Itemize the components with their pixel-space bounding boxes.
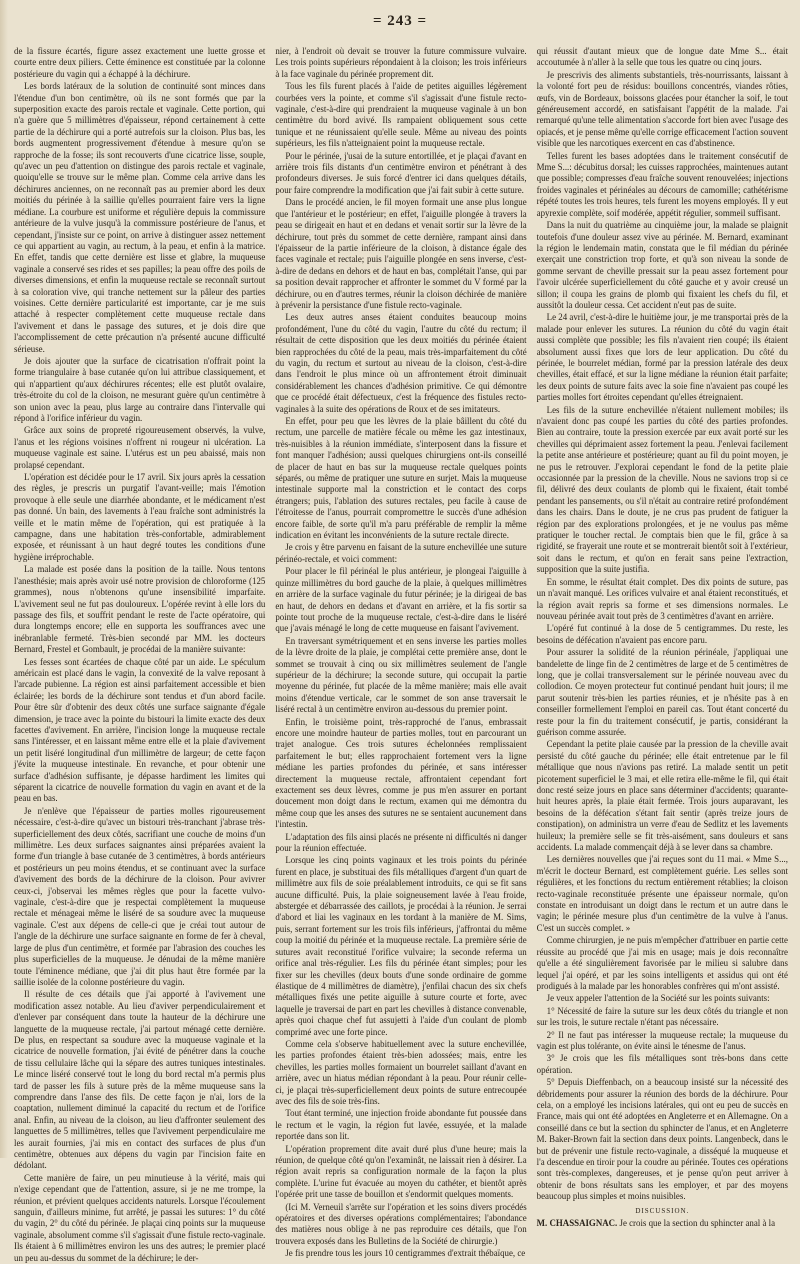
paragraph: Pour placer le fil périnéal le plus antérieur, je plongeai l'aiguille à quinze millimètres du bord gauche de la plaie, à quelques millimètres en arrière de la surface vaginale du futur périnée; je la dirigeai de bas en haut, de dehors en dedans et d'avant en arrière, et la fis sortir sa pointe tout proche de la muqueuse rectale, c'est-à-dire dans le liséré que j'avais ménagé le long de cette muqueuse en faisant l'avivement. xyxy=(275,566,527,634)
paragraph: L'opéré fut continué à la dose de 5 centigrammes. Du reste, les besoins de défécation n'avaient pas encore paru. xyxy=(536,623,788,645)
running-head xyxy=(0,12,800,34)
paragraph: 1° Nécessité de faire la suture sur les deux côtés du triangle et non sur les trois, le suture rectale n'étant pas nécessaire. xyxy=(536,1005,788,1028)
paragraph: Les dernières nouvelles que j'ai reçues sont du 11 mai. « Mme S..., m'écrit le docteur Bernard, est complètement guérie. Les selles sont régulières, et les fonctions du rectum entièrement rétablies; la cloison recto-vaginale reconstituée présente une épaisseur normale, qu'on constate en introduisant un doigt dans le rectum et un autre dans le vagin; le périnée mesure plus d'un centimètre de la vulve à l'anus. C'est un succès complet. » xyxy=(536,854,788,933)
paragraph: Comme chirurgien, je ne puis m'empêcher d'attribuer en partie cette réussite au procédé que j'ai mis en usage; mais je dois reconnaître qu'elle a été singulièrement favorisée par le milieu si salubre dans lequel j'ai opéré, et par les soins intelligents et assidus qui ont été prodigués à la malade par les honorables confrères qui m'ont assisté. xyxy=(536,935,788,991)
paragraph: Les fesses sont écartées de chaque côté par un aide. Le spéculum américain est placé dans le vagin, la convexité de la valve reposant à l'arcade pubienne. La région est ainsi parfaitement accessible et bien éclairée; les bords de la déchirure sont tendus et d'un abord facile. Pour être sûr d'obtenir des deux côtés une surface saignante d'égale dimension, je trace avec la pointe du bistouri la limite exacte des deux facettes d'avivement. En arrière, l'incision longe la muqueuse rectale sans l'intéresser, et en laissant même entre elle et la plaie d'avivement un petit liséré longitudinal d'un millimètre de largeur; de cette façon j'évite la muqueuse intestinale. En revanche, et pour obtenir une surface d'adhésion suffisante, je dépasse hardiment les limites qui séparent la cicatrice de nouvelle formation du vagin en avant et de la peau en bas. xyxy=(14,656,266,804)
paragraph: L'adaptation des fils ainsi placés ne présente ni difficultés ni danger pour la réunion effectuée. xyxy=(275,831,527,854)
page-binding-edge xyxy=(0,0,8,1158)
paragraph: Cette manière de faire, un peu minutieuse à la vérité, mais qui n'exige cependant que de l'attention, assure, si je ne me trompe, la réunion, et prévient quelques accidents naturels. Lorsque l'écoulement sanguin, d'ailleurs minime, fut arrêté, je passai les sutures: 1° du côté du vagin, 2° du côté du périnée. Je plaçai cinq points sur la muqueuse vaginale, absolument comme s'il s'agissait d'une fistule recto-vaginale. Ils étaient à 6 millimètres environ les uns des autres; le premier placé un peu au-dessus du sommet de la déchirure; le der- xyxy=(14,1172,266,1263)
paragraph: 5° Depuis Dieffenbach, on a beaucoup insisté sur la nécessité des débridements pour assurer la réunion des bords de la déchirure. Pour cela, on a employé les incisions latérales, qui ont eu peu de succès en France, mais qui ont été adoptées en Angleterre et en Allemagne. On a conseillé dans ce but la section du sphincter de l'anus, et en Angleterre M. Baker-Brown fait la section dans deux points. Langenbeck, dans le but de prévenir une fistule recto-vaginale, a disséqué la muqueuse et l'a descendue en tiroir pour la coudre au périnée. Toutes ces opérations sont très-complexes, dangereuses, et je pense qu'on peut arriver à obtenir de bons résultats sans les employer, et par des moyens beaucoup plus simples et moins nuisibles. xyxy=(536,1077,788,1202)
paragraph: Telles furent les bases adoptées dans le traitement consécutif de Mme S...: décubitus dorsal; les cuisses rapprochées, maintenues autant que possible; compresses d'eau fraîche souvent renouvelées; injections froides vaginales et périnéales au décours de camomille; cathétérisme répété toutes les trois heures, tels furent les moyens employés. Il y eut apyrexie complète, soif modérée, appétit régulier, sommeil suffisant. xyxy=(536,150,788,218)
paragraph: La malade est posée dans la position de la taille. Nous tentons l'anesthésie; mais après avoir usé notre provision de chloroforme (125 grammes), nous n'obtenons qu'une insensibilité imparfaite. L'avivement seul ne fut pas douloureux. L'opérée revint à elle lors du passage des fils, et souffrit pendant le reste de l'acte opératoire, qui dura longtemps encore; elle en supporta les souffrances avec une inébranlable fermeté. Très-bien secondé par MM. les docteurs Bernard, Frestel et Gombault, je procédai de la manière suivante: xyxy=(14,564,266,655)
column-left xyxy=(14,46,266,1263)
paragraph: Je fis prendre tous les jours 10 centigrammes d'extrait thébaïque, ce xyxy=(285,1248,526,1259)
paragraph: Grâce aux soins de propreté rigoureusement observés, la vulve, l'anus et les régions voisines n'offrent ni rougeur ni ulcération. La muqueuse vaginale est saine. L'utérus est un peu abaissé, mais non prolapsé cependant. xyxy=(14,425,266,470)
page-number: = 243 = xyxy=(372,13,428,29)
paragraph: Pour assurer la solidité de la réunion périnéale, j'appliquai une bandelette de linge fin de 2 centimètres de large et de 5 centimètres de long, que je collai transversalement sur le périnée nouveau avec du collodion. Ce moyen protecteur fut continué pendant huit jours; il me parut soutenir très-bien les parties réunies, et je n'hésite pas à en conseiller formellement l'emploi en pareil cas. Tout étant concerté du reste pour la fin du traitement consécutif, je partis, considérant la guérison comme assurée. xyxy=(536,647,788,737)
paragraph: Dans la nuit du quatrième au cinquième jour, la malade se plaignit toutefois d'une douleur assez vive au périnée. M. Bernard, examinant la région le lendemain matin, constata que le fil médian du périnée exerçait une constriction trop forte, et qu'à son niveau la sonde de gomme servant de cheville pressait sur la peau assez fortement pour l'avoir ulcérée superficiellement du côté gauche et y avoir creusé un sillon; il coupa les grains de plomb qui fixaient les chefs du fil, et aussitôt la douleur cessa. Cet accident n'eut pas de suite. xyxy=(536,220,788,310)
paragraph: Cependant la petite plaie causée par la pression de la cheville avait persisté du côté gauche du périnée; elle était entretenue par le fil métallique que nous n'avions pas retiré. La malade sentit un petit picotement superficiel le 3 mai, et elle retira elle-même le fil, qui était donc resté seize jours en place sans déterminer d'accidents; quarante-huit heures après, la plaie était fermée. Trois jours auparavant, les besoins de la défécation s'étant fait sentir (après treize jours de constipation), on administra un verre d'eau de Sedlitz et les lavements huileux; la première selle se fit très-aisément, sans douleurs et sans accidents. La malade commençait déjà à se lever dans sa chambre. xyxy=(536,739,788,853)
paragraph: Dans le procédé ancien, le fil moyen formait une anse plus longue que l'antérieur et le postérieur; en effet, l'aiguille plongée à travers la peau se dirigeait en haut et en dedans et venait sortir sur la lèvre de la déchirure, tout près du sommet de cette dernière, rampant ainsi dans l'épaisseur de la partie inférieure de la cloison, à distance égale des faces vaginale et rectale; puis l'aiguille plongée en sens inverse, c'est-à-dire de dedans en dehors et de haut en bas, complétait l'anse, qui par sa position devait rapprocher et affronter le sommet du V formé par la déchirure, ou en d'autres termes, réunir la cloison déchirée de manière à prévenir la persistance d'une fistule recto-vaginale. xyxy=(275,197,527,310)
paragraph: Je prescrivis des aliments substantiels, très-nourrissants, laissant à la volonté fort peu de résidus: bouillons concentrés, viandes rôties, œufs, vin de Bordeaux, boissons glacées pour étancher la soif, le tout généreusement accordé, en satisfaisant l'appétit de la malade. J'ai remarqué qu'une telle alimentation s'accorde fort bien avec l'usage des opiacés, et je pense même qu'elle corrige efficacement l'action souvent visible que les narcotiques exercent en cas d'abstinence. xyxy=(536,69,788,149)
closing-text: Je crois que la section du sphincter anal à la xyxy=(617,1218,776,1229)
paragraph: Tout étant terminé, une injection froide abondante fut poussée dans le rectum et le vagin, la région fut lavée, essuyée, et la malade reportée dans son lit. xyxy=(275,1108,527,1142)
paragraph: En effet, pour peu que les lèvres de la plaie bâillent du côté du rectum, une parcelle de matière fécale ou même les gaz intestinaux, très-nuisibles à la réunion immédiate, s'interposent dans la fissure et font manquer l'adhésion; aussi quelques chirurgiens ont-ils conseillé de placer de haut en bas sur la muqueuse rectale quelques points séparés, ou même de pratiquer une suture en surjet. Mais la muqueuse intestinale supporte mal la constriction et le contact des corps étrangers; puis, l'ablation des sutures rectales, peu facile à cause de l'étroitesse de l'anus, pourrait compromettre le succès d'une adhésion encore faible, de sorte qu'il m'a paru préférable de remplir la même indication en évitant les inconvénients de la suture rectale directe. xyxy=(275,416,527,541)
column-middle xyxy=(275,46,527,1259)
paragraph: Les deux autres anses étaient conduites beaucoup moins profondément, l'une du côté du vagin, l'autre du côté du rectum; il résultait de cette disposition que les deux moitiés du périnée étaient bien rapprochées du côté de la peau, mais très-imparfaitement du côté du vagin, du rectum et surtout au niveau de la cloison, c'est-à-dire dans l'endroit le plus mince où un affrontement étroit diminuait considérablement les chances d'adhésion primitive. Ce qui démontre que ce procédé était défectueux, c'est la fréquence des fistules recto-vaginales à la suite des opérations de Roux et de ses imitateurs. xyxy=(275,312,527,414)
paragraph: Le 24 avril, c'est-à-dire le huitième jour, je me transportai près de la malade pour enlever les sutures. La réunion du côté du vagin était aussi complète que possible; les fils n'avaient rien coupé; ils étaient absolument aussi fixes que lors de leur application. Du côté du périnée, le bourrelet médian, formé par la pression latérale des deux chevilles, était effacé, et sur la ligne médiane la réunion était parfaite; les deux points de suture faits avec la soie fine n'avaient pas coupé les parties molles fort étroites cependant qu'elles étreignaient. xyxy=(536,312,788,403)
closing-paragraph xyxy=(537,1218,788,1229)
column-right-paragraphs xyxy=(537,46,788,1203)
paragraph: 2° Il ne faut pas intéresser la muqueuse rectale; la muqueuse du vagin est plus tolérante, on évite ainsi le ténesme de l'anus. xyxy=(536,1029,788,1051)
paragraph: Je n'enlève que l'épaisseur de parties molles rigoureusement nécessaire, c'est-à-dire qu'avec un bistouri très-tranchant j'abrase très-superficiellement des deux côtés, sacrifiant une couche de moins d'un millimètre. Les deux surfaces saignantes ainsi préparées avaient la forme d'un triangle à base cutanée de 3 centimètres, à bords antérieurs et postérieurs un peu moins étendus, et se continuant avec la surface d'avivement des bords de la déchirure de la cloison. Pour avivrer ceux-ci, j'observai les mêmes règles que pour la facette vulvo-vaginale, c'est-à-dire que je respectai complètement la muqueuse rectale et ménageai même le liséré de sa soudure avec la muqueuse vaginale. C'est aux dépens de celle-ci que je créai tout autour de l'angle de la déchirure une surface saignante en forme de fer à cheval, large de plus d'un centimètre, et formée par l'abrasion des couches les plus superficielles de la muqueuse. Je dénudai de la même manière toute l'éminence médiane, que j'ai dit plus haut être formée par la saillie isolée de la colonne postérieure du vagin. xyxy=(14,805,266,987)
paragraph: Enfin, le troisième point, très-rapproché de l'anus, embrassait encore une moindre hauteur de parties molles, tout en parcourant un trajet analogue. Ces trois sutures échelonnées remplissaient parfaitement le but; elles rapprochaient fortement vers la ligne médiane les parties profondes du périnée, et sans intéresser directement la muqueuse rectale, affrontaient cependant fort exactement ses deux lèvres, comme je pus m'en assurer en portant doucement mon doigt dans le rectum, examen qui me démontra du même coup que les anses des sutures ne se sentaient aucunement dans l'intestin. xyxy=(275,716,527,830)
paragraph: nier, à l'endroit où devait se trouver la future commissure vulvaire. Les trois points supérieurs répondaient à la cloison; les trois inférieurs à la face vaginale du périnée proprement dit. xyxy=(275,46,527,79)
discussion-heading: DISCUSSION. xyxy=(635,1206,690,1215)
column-right xyxy=(536,46,788,1229)
paragraph: Les bords latéraux de la solution de continuité sont minces dans l'étendue d'un bon centimètre, où ils ne sont formés que par la superposition exacte des parois rectale et vaginale. Cette portion, qui n'a guère que 5 millimètres d'épaisseur, répond certainement à cette partie de la déchirure qui a porté autrefois sur la cloison. Plus bas, les bords augmentent progressivement d'étendue à mesure qu'on se rapproche de la fosse; ils sont recouverts d'une cicatrice lisse, souple, qu'avec un peu d'attention on distingue des parois rectale et vaginale, quoiqu'elle se trouve sur le même plan. Comme cela arrive dans les déchirures anciennes, on ne reconnaît pas au premier abord les deux moitiés du périnée à la saillie qu'elles pourraient faire vers la ligne médiane. La courbure est uniforme et régulière depuis la commissure antérieure de la vulve jusqu'à la commissure postérieure de l'anus, et cependant, j'insiste sur ce point, on arrive à distinguer assez nettement ce qui appartient au vagin, au rectum, à la peau, et enfin à la matrice. En effet, tandis que cette dernière est lisse et glabre, la muqueuse vaginale a conservé ses rides et ses papilles; la peau offre des poils de diverses dimensions, et enfin la muqueuse rectale se reconnaît surtout à sa coloration vive, qui tranche nettement sur la pâleur des parties voisines. Cette dernière particularité est importante, car je me suis attaché à respecter complètement cette muqueuse rectale dans l'avivement et dans le passage des sutures, et je dois dire que l'accomplissement de cette précaution n'a présenté aucune difficulté sérieuse. xyxy=(14,81,266,354)
text-columns xyxy=(14,46,788,1263)
paragraph: Je veux appeler l'attention de la Société sur les points suivants: xyxy=(546,993,770,1004)
paragraph: (Ici M. Verneuil s'arrête sur l'opération et les soins divers procédés opératoires et des diverses opérations complémentaires; l'abondance des matières nous oblige à ne pas reproduire ces détails, que l'on trouvera exposés dans les Bulletins de la Société de chirurgie.) xyxy=(275,1201,527,1246)
paragraph: Lorsque les cinq points vaginaux et les trois points du périnée furent en place, je substituai des fils métalliques d'argent d'un quart de millimètre aux fils de soie préalablement introduits, ce qui se fit sans aucune difficulté. Puis, la plaie soigneusement lavée à l'eau froide, abstergée et débarrassée des caillots, je procédai à la réunion. Je serrai d'abord et liai les vaginaux en les tordant à la manière de M. Sims, puis, serrant fortement sur les trois fils inférieurs, j'affrontai du même coup la moitié du périnée et la muqueuse rectale. La première série de sutures avait reconstitué l'orifice vulvaire; la seconde referma un orifice anal très-régulier. Les fils du périnée étant simples; pour les fixer sur les chevilles (deux bouts d'une sonde ordinaire de gomme élastique de 4 millimètres de diamètre), j'enfilai chacun des six chefs métalliques fixés une petite aiguille à suture courte et forte, avec laquelle je traversai de part en part les chevilles à distance convenable, après quoi chaque chef fut assujetti à l'aide d'un coulant de plomb comprimé avec une forte pince. xyxy=(275,855,527,1037)
paragraph: En somme, le résultat était complet. Des dix points de suture, pas un n'avait manqué. Les orifices vulvaire et anal étaient reconstitués, et la région avait repris sa forme et ses dimensions normales. Le nouveau périnée avait tout près de 3 centimètres d'avant en arrière. xyxy=(536,576,788,621)
paragraph: En traversant symétriquement et en sens inverse les parties molles de la lèvre droite de la plaie, je complétai cette première anse, dont le sommet se trouvait à cinq ou six millimètres seulement de l'angle supérieur de la déchirure; la seconde suture, qui occupait la partie moyenne du périnée, fut placée de la même manière; mais elle avait moins d'étendue verticale, car le sommet de son anse traversait le liséré rectal à un centimètre environ au-dessous du premier point. xyxy=(275,635,527,715)
paragraph: Je crois y être parvenu en faisant de la suture enchevillée une suture périnéo-rectale, et voici comment: xyxy=(275,542,527,564)
paragraph: L'opération proprement dite avait duré plus d'une heure; mais la réunion, de quelque côté qu'on l'examinât, ne laissait rien à désirer. La région avait repris sa configuration normale de la façon la plus complète. L'urine fut évacuée au moyen du cathéter, et bientôt après l'opérée prit une tasse de bouillon et s'endormit quelques moments. xyxy=(275,1143,527,1200)
paragraph: Comme cela s'observe habituellement avec la suture enchevillée, les parties profondes étaient très-bien adossées; mais, entre les chevilles, les parties molles formaient un bourrelet saillant d'avant en arrière, avec un hiatus médian répondant à la peau. Pour réunir celle-ci, je plaçai très-superficiellement deux points de suture entrecoupée avec des fils de soie très-fins. xyxy=(275,1038,527,1106)
speaker-name: M. CHASSAIGNAC. xyxy=(536,1218,618,1229)
paragraph: 3° Je crois que les fils métalliques sont très-bons dans cette opération. xyxy=(536,1053,788,1075)
paragraph: qui réussit d'autant mieux que de longue date Mme S... était accoutumée à n'aller à la selle que tous les quatre ou cinq jours. xyxy=(536,46,788,68)
paragraph: Tous les fils furent placés à l'aide de petites aiguilles légèrement courbées vers la pointe, et comme s'il s'agissait d'une fistule recto-vaginale, c'est-à-dire qui prendraient la muqueuse vaginale à un bon centimètre du bord avivé. Ils rampaient obliquement sous cette tunique et ne réunissaient qu'elle seule. Même au niveau des points supérieurs, les fils n'atteignaient point la muqueuse rectale. xyxy=(275,81,527,149)
paragraph: de la fissure écartés, figure assez exactement une luette grosse et courte entre deux piliers. Cette éminence est constituée par la colonne postérieure du vagin qui a échappé à la déchirure. xyxy=(14,46,266,79)
paragraph: Les fils de la suture enchevillée n'étaient nullement mobiles; ils n'avaient donc pas coupé les parties du côté des parties profondes. Bien au contraire, toute la pression exercée par eux avait porté sur les chevilles qui déprimaient assez fortement la peau. J'enlevai facilement la petite anse antérieure et postérieure; quant au fil du point moyen, je ne pus le retrouver. J'explorai cependant le fond de la petite plaie occasionnée par la pression de la cheville. Nous ne savions trop si ce fil, délivré des deux coulants de plomb qui le fixaient, était tombé pendant les pansements, ou s'il n'était au contraire retiré profondément dans les chairs. Dans le doute, je ne crus pas prudent de fatiguer la région par des explorations prolongées, et je ne voulus pas même pratiquer le toucher rectal. Je comptais bien que le fil, grâce à sa rigidité, se frayerait une route et se montrerait bientôt soit à l'extérieur, soit dans le rectum, et qu'on en ferait sans peine l'extraction, supposition que la suite justifia. xyxy=(536,404,788,575)
paragraph: Il résulte de ces détails que j'ai apporté à l'avivement une modification assez notable. Au lieu d'aviver perpendiculairement et d'enlever par conséquent dans toute la hauteur de la déchirure une languette de la muqueuse rectale, j'ai partout ménagé cette dernière. De plus, en respectant sa soudure avec la muqueuse vaginale et la cicatrice de nouvelle formation, j'ai évité de pénétrer dans la couche de tissu cellulaire lâche qui la sépare des autres tuniques intestinales. Le mince liséré conservé tout le long du bord rectal m'a permis plus tard de passer les fils à suture près de la même muqueuse sans la comprendre dans l'anse des fils. De cette façon je n'ai, lors de la coaptation, nullement diminué la capacité du rectum et de l'orifice anal. Enfin, au niveau de la cloison, au lieu d'affronter seulement des languettes de 5 millimètres, telles que l'avivement perpendiculaire me les aurait fournies, j'ai mis en contact des surfaces de plus d'un centimètre, obtenues aux dépens du vagin par l'incision faite en dédolant. xyxy=(14,989,266,1171)
paragraph: Pour le périnée, j'usai de la suture entortillée, et je plaçai d'avant en arrière trois fils distants d'un centimètre environ et pénétrant à des profondeurs diverses. Je suis forcé d'entrer ici dans quelques détails, pour faire comprendre la modification que j'ai fait subir à cette suture. xyxy=(275,150,527,195)
paragraph: L'opération est décidée pour le 17 avril. Six jours après la cessation des règles, je prescris un purgatif l'avant-veille; mais l'émotion provoque à elle seule une diarrhée abondante, et le médicament n'est pas donné. Un bain, des lavements à l'eau fraîche sont administrés la veille et le matin même de l'opération, qui est pratiquée à la campagne, dans une habitation très-confortable, admirablement exposée, et réunissant à un haut degré toutes les conditions d'une hygiène irréprochable. xyxy=(14,472,266,562)
paragraph: Je dois ajouter que la surface de cicatrisation n'offrait point la forme triangulaire à base cutanée qu'on lui attribue classiquement, et qui n'appartient qu'aux déchirures récentes; elle est plutôt ovalaire, très-étroite du col de la cloison, ne mesurant guère qu'un centimètre à son union avec la peau, plus large au contraire dans l'intervalle qui répond à l'orifice inférieur du vagin. xyxy=(14,355,266,423)
